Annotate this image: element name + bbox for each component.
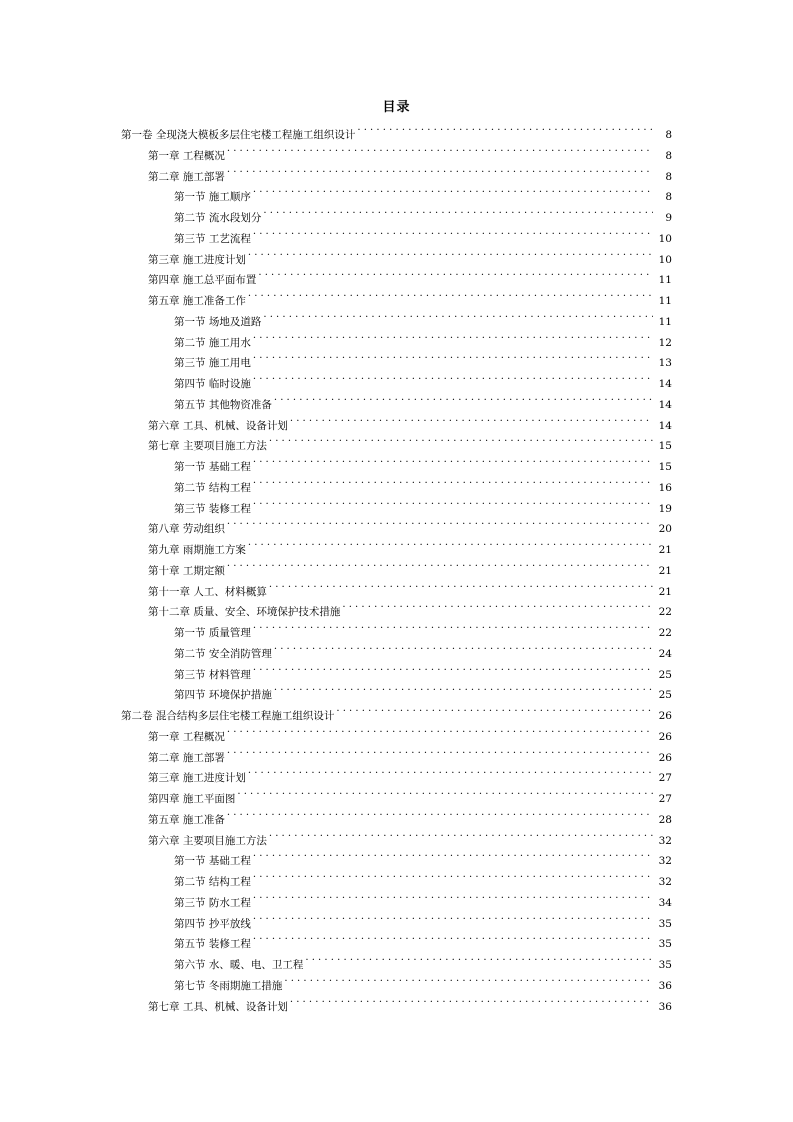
toc-entry-page-number: 10 <box>658 253 672 266</box>
toc-entry-page-number: 11 <box>658 315 672 328</box>
toc-entry-label: 第十章 工期定额 <box>148 564 225 577</box>
toc-entry[interactable] <box>174 201 672 224</box>
toc-dot-leader <box>274 637 653 657</box>
toc-dot-leader <box>269 575 653 595</box>
toc-entry[interactable] <box>174 367 672 390</box>
toc-entry-page-number: 32 <box>658 876 672 888</box>
toc-entry[interactable] <box>174 326 672 349</box>
toc-entry[interactable] <box>148 160 672 183</box>
toc-entry-page-number: 34 <box>658 896 672 909</box>
toc-entry-page-number: 12 <box>658 336 672 349</box>
toc-entry[interactable] <box>148 803 672 826</box>
toc-entry[interactable] <box>148 990 672 1013</box>
toc-dot-leader <box>253 658 653 678</box>
toc-entry[interactable] <box>174 948 672 971</box>
toc-entry-page-number: 13 <box>658 357 672 370</box>
toc-entry[interactable] <box>174 471 672 494</box>
toc-dot-leader <box>357 118 653 138</box>
toc-entry-label: 第二章 施工部署 <box>148 170 225 183</box>
toc-dot-leader <box>227 139 653 159</box>
toc-entry[interactable] <box>174 388 672 411</box>
toc-entry-page-number: 21 <box>658 585 672 598</box>
toc-dot-leader <box>248 284 653 304</box>
toc-entry-page-number: 14 <box>658 378 672 390</box>
toc-entry-page-number: 27 <box>658 793 672 805</box>
toc-dot-leader <box>253 471 653 491</box>
toc-dot-leader <box>253 367 653 387</box>
toc-entry-label: 第五节 其他物资准备 <box>174 398 272 411</box>
toc-entry-label: 第二节 施工用水 <box>174 336 251 349</box>
toc-entry-label: 第一章 工程概况 <box>148 730 225 743</box>
toc-dot-leader <box>227 803 653 823</box>
toc-dot-leader <box>248 243 653 263</box>
toc-entry[interactable] <box>148 263 672 287</box>
toc-entry-page-number: 8 <box>665 149 672 162</box>
toc-dot-leader <box>253 616 653 636</box>
toc-entry-page-number: 15 <box>658 440 672 453</box>
toc-entry-label: 第一节 基础工程 <box>174 461 251 473</box>
toc-entry[interactable] <box>121 118 672 141</box>
toc-dot-leader <box>248 761 653 781</box>
toc-entry-label: 第一章 工程概况 <box>148 149 225 162</box>
toc-entry[interactable] <box>174 346 672 370</box>
toc-dot-leader <box>253 907 653 927</box>
toc-dot-leader <box>263 201 653 221</box>
toc-dot-leader <box>253 844 653 864</box>
toc-dot-leader <box>237 782 653 802</box>
toc-dot-leader <box>227 160 653 180</box>
toc-entry-label: 第二节 安全消防管理 <box>174 647 272 660</box>
toc-entry-label: 第八章 劳动组织 <box>148 523 225 536</box>
toc-dot-leader <box>253 450 653 470</box>
toc-entry-page-number: 28 <box>658 813 672 826</box>
toc-dot-leader <box>253 865 653 885</box>
toc-entry-label: 第四节 抄平放线 <box>174 917 251 930</box>
toc-dot-leader <box>227 512 653 532</box>
toc-entry[interactable] <box>174 969 672 992</box>
toc-entry-label: 第五节 装修工程 <box>174 938 251 951</box>
toc-entry-label: 第十二章 质量、安全、环境保护技术措施 <box>148 606 341 619</box>
toc-entry[interactable] <box>148 139 672 162</box>
toc-dot-leader <box>253 886 653 906</box>
toc-entry-label: 第九章 雨期施工方案 <box>148 544 246 556</box>
toc-entry-page-number: 11 <box>658 274 672 287</box>
toc-entry[interactable] <box>148 720 672 743</box>
toc-dot-leader <box>253 222 653 242</box>
toc-entry-page-number: 14 <box>658 398 672 411</box>
toc-entry[interactable] <box>174 844 672 868</box>
toc-entry-page-number: 8 <box>665 191 672 204</box>
toc-entry-page-number: 21 <box>658 564 672 577</box>
toc-entry[interactable] <box>148 429 672 453</box>
toc-dot-leader <box>274 678 653 698</box>
toc-entry-label: 第六节 水、暖、电、卫工程 <box>174 959 304 971</box>
toc-entry-page-number: 26 <box>658 730 672 743</box>
toc-entry-label: 第七节 冬雨期施工措施 <box>174 979 283 992</box>
toc-entry-page-number: 27 <box>658 772 672 785</box>
toc-dot-leader <box>227 554 653 574</box>
toc-dot-leader <box>284 969 653 989</box>
toc-title: 目录 <box>382 100 411 115</box>
toc-entry-label: 第五章 施工准备工作 <box>148 295 246 307</box>
toc-entry[interactable] <box>148 243 672 266</box>
toc-entry-label: 第四节 临时设施 <box>174 378 251 390</box>
toc-dot-leader <box>227 720 653 740</box>
toc-entry[interactable] <box>174 865 672 888</box>
toc-entry-page-number: 22 <box>658 606 672 619</box>
toc-entry-label: 第六章 主要项目施工方法 <box>148 834 267 847</box>
toc-entry-page-number: 24 <box>658 647 672 660</box>
toc-entry-page-number: 20 <box>658 523 672 536</box>
toc-entry[interactable] <box>148 761 672 785</box>
toc-entry[interactable] <box>148 409 672 432</box>
toc-entry[interactable] <box>121 699 672 722</box>
toc-entry-page-number: 11 <box>658 295 672 307</box>
toc-entry[interactable] <box>174 678 672 702</box>
toc-dot-leader <box>269 429 653 449</box>
toc-entry[interactable] <box>174 927 672 951</box>
toc-entry-label: 第三节 防水工程 <box>174 896 251 909</box>
toc-entry[interactable] <box>148 554 672 577</box>
toc-entry-label: 第一节 基础工程 <box>174 855 251 868</box>
toc-entry-page-number: 19 <box>658 502 672 515</box>
toc-entry-page-number: 25 <box>658 668 672 681</box>
toc-entry[interactable] <box>174 180 672 204</box>
toc-entry[interactable] <box>174 616 672 639</box>
toc-entry-page-number: 26 <box>658 751 672 764</box>
toc-entry[interactable] <box>174 492 672 515</box>
toc-dot-leader <box>290 990 653 1010</box>
toc-entry-label: 第二章 施工部署 <box>148 751 225 764</box>
toc-entry[interactable] <box>148 595 672 619</box>
toc-entry[interactable] <box>148 512 672 536</box>
toc-entry-page-number: 8 <box>665 129 672 141</box>
toc-entry-page-number: 9 <box>665 212 672 224</box>
toc-entry-page-number: 21 <box>658 544 672 556</box>
toc-entry[interactable] <box>174 907 672 930</box>
toc-entry[interactable] <box>174 637 672 660</box>
toc-entry-label: 第一卷 全现浇大模板多层住宅楼工程施工组织设计 <box>121 129 356 141</box>
toc-entry[interactable] <box>174 450 672 473</box>
toc-entry-page-number: 35 <box>658 917 672 930</box>
toc-dot-leader <box>269 824 653 844</box>
toc-entry-page-number: 32 <box>658 834 672 847</box>
toc-entry[interactable] <box>148 741 672 764</box>
toc-entry-page-number: 36 <box>658 1000 672 1013</box>
toc-entry[interactable] <box>148 575 672 598</box>
toc-entry-label: 第三节 施工用电 <box>174 357 251 370</box>
toc-entry-page-number: 32 <box>658 855 672 868</box>
toc-entry-page-number: 35 <box>658 938 672 951</box>
toc-entry-page-number: 35 <box>658 959 672 971</box>
toc-dot-leader <box>253 180 653 200</box>
toc-entry[interactable] <box>148 284 672 307</box>
toc-entry[interactable] <box>148 824 672 847</box>
toc-entry-label: 第二节 流水段划分 <box>174 212 262 224</box>
toc-entry-page-number: 36 <box>658 979 672 992</box>
toc-entry-label: 第四节 环境保护措施 <box>174 689 272 702</box>
toc-entry-page-number: 22 <box>658 627 672 639</box>
toc-entry-label: 第三章 施工进度计划 <box>148 772 246 785</box>
toc-dot-leader <box>248 533 653 553</box>
toc-entry-label: 第三节 工艺流程 <box>174 232 251 245</box>
toc-entry-label: 第二节 结构工程 <box>174 481 251 494</box>
toc-dot-leader <box>227 741 653 761</box>
toc-entry-label: 第四章 施工平面图 <box>148 793 236 805</box>
toc-entry-page-number: 8 <box>665 170 672 183</box>
toc-entry-label: 第一节 质量管理 <box>174 627 251 639</box>
toc-entry-label: 第六章 工具、机械、设备计划 <box>148 419 288 432</box>
toc-entry-label: 第七章 主要项目施工方法 <box>148 440 267 453</box>
toc-entry-label: 第二卷 混合结构多层住宅楼工程施工组织设计 <box>121 710 335 722</box>
toc-dot-leader <box>342 595 653 615</box>
toc-entry-label: 第一节 施工顺序 <box>174 191 251 204</box>
toc-entry[interactable] <box>174 886 672 909</box>
toc-entry[interactable] <box>174 222 672 245</box>
toc-dot-leader <box>336 699 653 719</box>
toc-entry-label: 第一节 场地及道路 <box>174 315 262 328</box>
toc-entry[interactable] <box>174 305 672 328</box>
toc-dot-leader <box>290 409 653 429</box>
toc-dot-leader <box>253 326 653 346</box>
toc-entry-label: 第三章 施工进度计划 <box>148 253 246 266</box>
toc-entry-label: 第二节 结构工程 <box>174 876 251 888</box>
toc-entry-label: 第七章 工具、机械、设备计划 <box>148 1000 288 1013</box>
toc-entry-page-number: 10 <box>658 232 672 245</box>
toc-entry[interactable] <box>174 658 672 681</box>
toc-entry-page-number: 26 <box>658 710 672 722</box>
toc-entry-page-number: 16 <box>658 481 672 494</box>
toc-entry-label: 第三节 装修工程 <box>174 502 251 515</box>
toc-entry-page-number: 25 <box>658 689 672 702</box>
toc-dot-leader <box>274 388 653 408</box>
toc-entry[interactable] <box>148 533 672 556</box>
toc-entry-page-number: 15 <box>658 461 672 473</box>
toc-dot-leader <box>253 492 653 512</box>
toc-entry-label: 第五章 施工准备 <box>148 813 225 826</box>
toc-dot-leader <box>305 948 653 968</box>
toc-entry[interactable] <box>148 782 672 805</box>
toc-dot-leader <box>258 263 653 283</box>
toc-dot-leader <box>253 346 653 366</box>
toc-entry-page-number: 14 <box>658 419 672 432</box>
toc-dot-leader <box>253 927 653 947</box>
toc-entry-label: 第三节 材料管理 <box>174 668 251 681</box>
toc-entry-label: 第十一章 人工、材料概算 <box>148 585 267 598</box>
toc-entry-label: 第四章 施工总平面布置 <box>148 274 257 287</box>
toc-dot-leader <box>263 305 653 325</box>
